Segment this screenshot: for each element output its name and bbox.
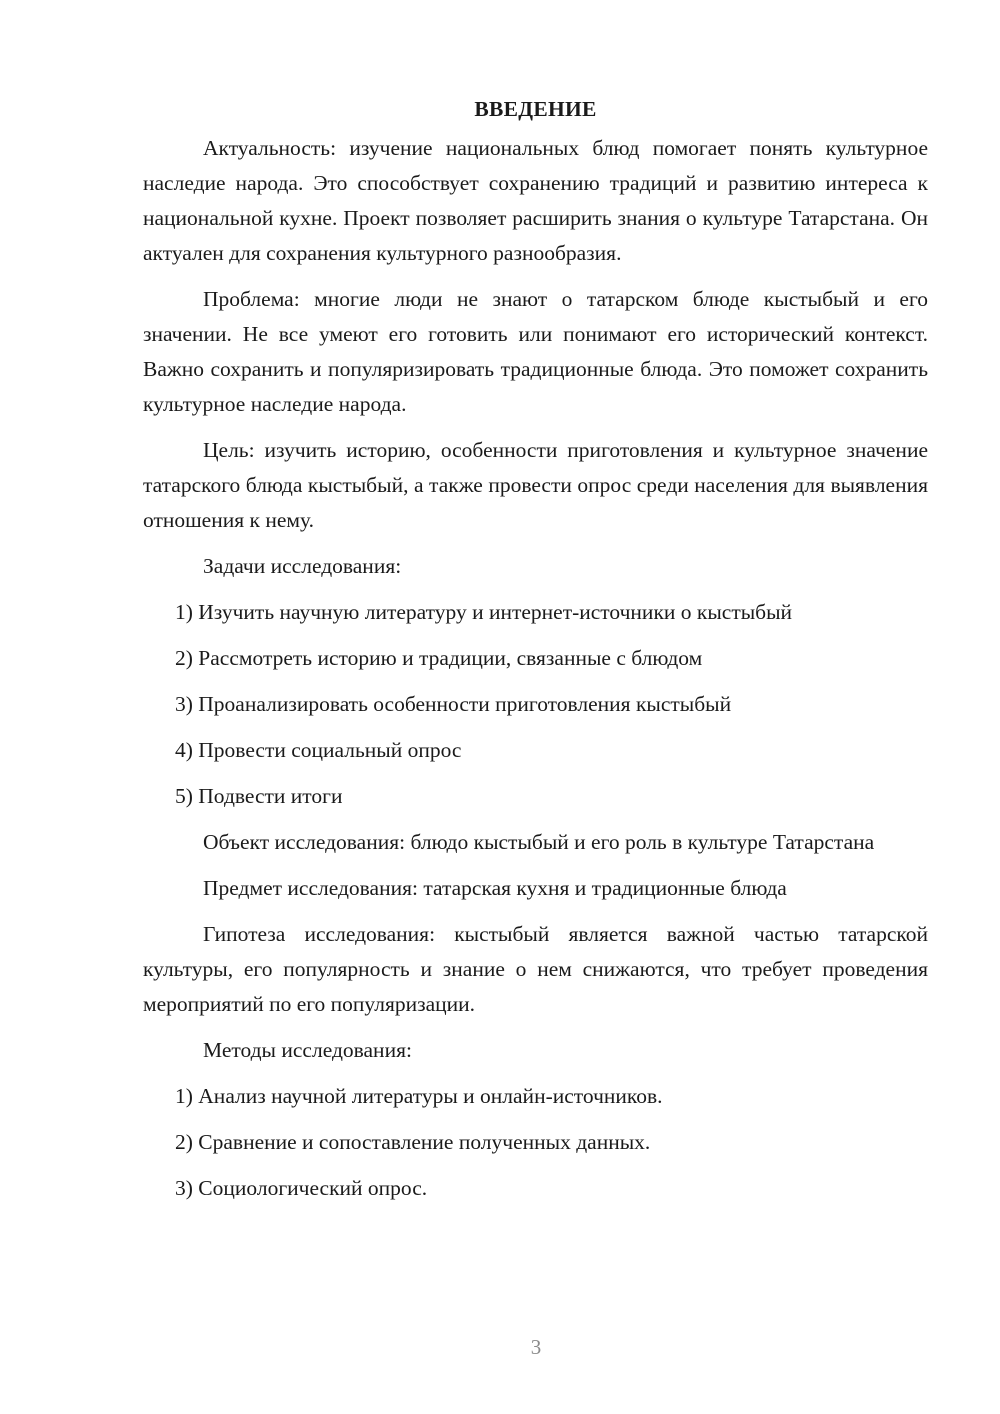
problem-paragraph: Проблема: многие люди не знают о татарском блюде кыстыбый и его значении. Не все умеют его готовить или понимают его исторический контекст. Важно сохранить и популяризировать традиционные блюда. Это поможет сохранить культурное наследие народа. — [143, 287, 928, 416]
method-item: 2) Сравнение и сопоставление полученных данных. — [175, 1130, 651, 1154]
section-heading: ВВЕДЕНИЕ — [474, 97, 597, 121]
object-paragraph: Объект исследования: блюдо кыстыбый и его роль в культуре Татарстана — [203, 830, 875, 854]
methods-title: Методы исследования: — [203, 1038, 412, 1062]
task-item: 1) Изучить научную литературу и интернет-источники о кыстыбый — [175, 600, 793, 624]
subject-line: Предмет исследования: татарская кухня и традиционные блюда — [203, 876, 787, 900]
relevance-paragraph: Актуальность: изучение национальных блюд помогает понять культурное наследие народа. Это способствует сохранению традиций и развитию интереса к национальной кухне. Проект позволяет расширить знания о культуре Татарстана. Он актуален для сохранения культурного разнообразия. — [143, 136, 928, 265]
task-item: 4) Провести социальный опрос — [175, 738, 462, 762]
method-item: 3) Социологический опрос. — [175, 1176, 428, 1200]
page-number: 3 — [530, 1335, 542, 1359]
document-page — [143, 92, 928, 1217]
task-item: 2) Рассмотреть историю и традиции, связанные с блюдом — [175, 646, 703, 670]
method-item: 1) Анализ научной литературы и онлайн-источников. — [175, 1084, 663, 1108]
tasks-title: Задачи исследования: — [203, 554, 402, 578]
hypothesis-paragraph: Гипотеза исследования: кыстыбый является важной частью татарской культуры, его популярность и знание о нем снижаются, что требует проведения мероприятий по его популяризации. — [143, 922, 928, 1016]
task-item: 5) Подвести итоги — [175, 784, 343, 808]
goal-paragraph: Цель: изучить историю, особенности приготовления и культурное значение татарского блюда кыстыбый, а также провести опрос среди населения для выявления отношения к нему. — [143, 438, 928, 532]
task-item: 3) Проанализировать особенности приготовления кыстыбый — [175, 692, 732, 716]
